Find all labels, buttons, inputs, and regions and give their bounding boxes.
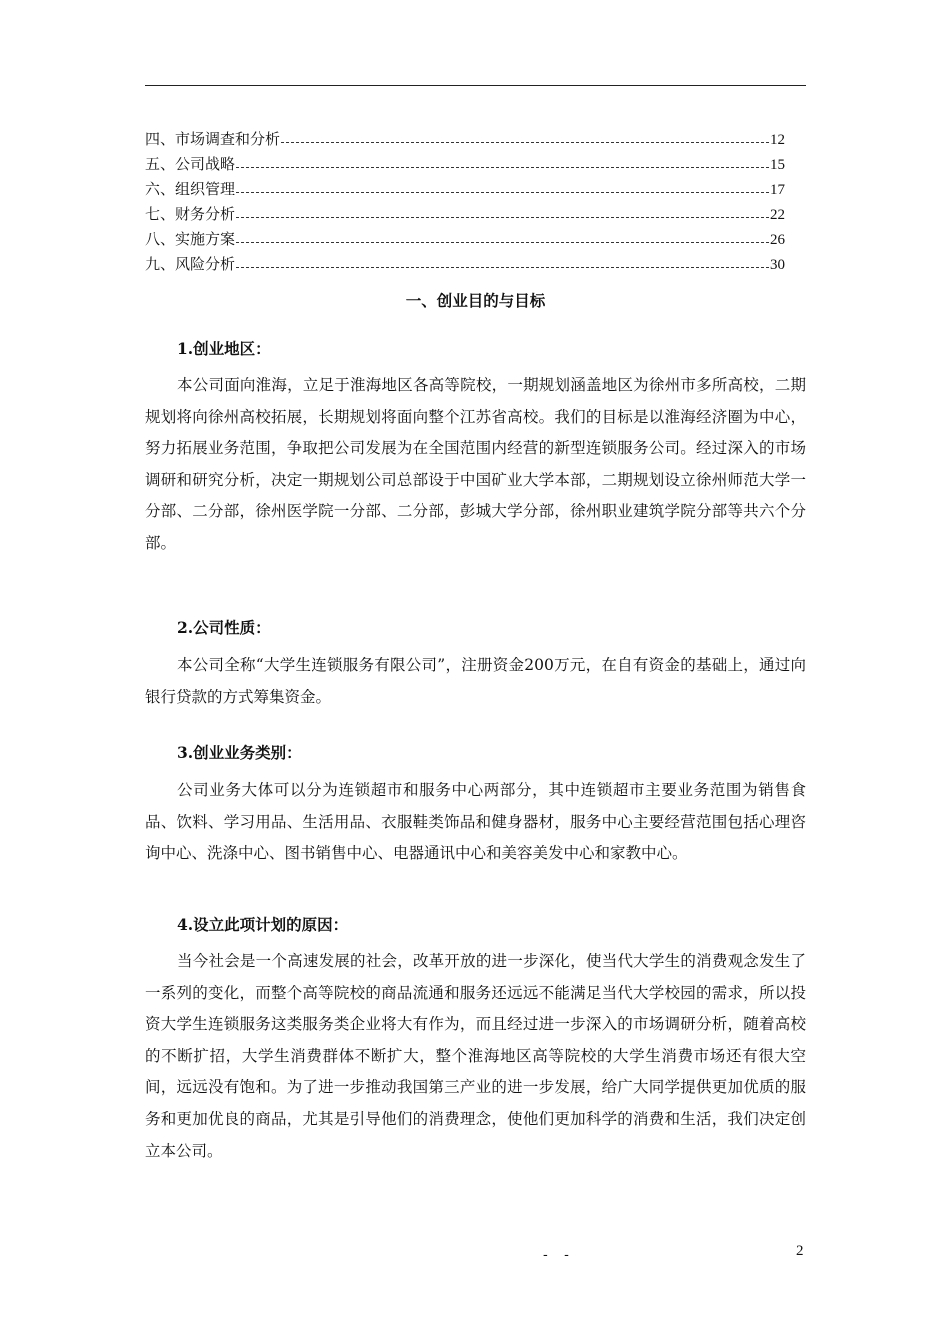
toc-entry[interactable] xyxy=(145,224,785,249)
toc-entry-title: 八、实施方案 xyxy=(145,230,236,248)
section-title: 一、创业目的与目标 xyxy=(405,291,546,310)
toc-entry[interactable] xyxy=(145,174,785,199)
page-number: 2 xyxy=(796,1243,804,1259)
toc-leader-dashes xyxy=(236,217,769,218)
toc-entry-title: 七、财务分析 xyxy=(145,205,236,223)
toc-entry-page: 17 xyxy=(770,182,785,198)
toc-entry-page: 22 xyxy=(770,207,785,223)
toc-entry-page: 30 xyxy=(770,257,785,273)
toc-entry-page: 15 xyxy=(770,157,785,173)
toc-entry-title: 五、公司战略 xyxy=(145,155,236,173)
table-of-contents xyxy=(145,124,785,274)
toc-entry-title: 六、组织管理 xyxy=(145,180,236,198)
subsection-body-reason: 当今社会是一个高速发展的社会，改革开放的进一步深化，使当代大学生的消费观念发生了一系列的变化，而整个高等院校的商品流通和服务还远远不能满足当代大学校园的需求，所以投资大学生连锁服务这类服务类企业将大有作为，而且经过进一步深入的市场调研分析，随着高校的不断扩招，大学生消费群体不断扩大，整个淮海地区高等院校的大学生消费市场还有很大空间，远远没有饱和。为了进一步推动我国第三产业的进一步发展，给广大同学提供更加优质的服务和更加优良的商品，尤其是引导他们的消费理念，使他们更加科学的消费和生活，我们决定创立本公司。 xyxy=(145,952,806,1160)
toc-entry-title: 四、市场调查和分析 xyxy=(145,130,281,148)
toc-entry[interactable] xyxy=(145,124,785,149)
subsection-body-region: 本公司面向淮海，立足于淮海地区各高等院校，一期规划涵盖地区为徐州市多所高校，二期规划将向徐州高校拓展，长期规划将面向整个江苏省高校。我们的目标是以淮海经济圈为中心，努力拓展业务范围，争取把公司发展为在全国范围内经营的新型连锁服务公司。经过深入的市场调研和研究分析，决定一期规划公司总部设于中国矿业大学本部，二期规划设立徐州师范大学一分部、二分部，徐州医学院一分部、二分部，彭城大学分部，徐州职业建筑学院分部等共六个分部。 xyxy=(145,376,806,552)
toc-leader-dashes xyxy=(236,192,769,193)
subsection-heading-business: 3.创业业务类别： xyxy=(177,743,302,762)
subsection-heading-nature: 2.公司性质： xyxy=(177,618,271,637)
toc-leader-dashes xyxy=(236,242,769,243)
toc-entry-page: 26 xyxy=(770,232,785,248)
toc-entry[interactable] xyxy=(145,149,785,174)
toc-leader-dashes xyxy=(236,267,769,268)
footer-dashes: - - xyxy=(543,1247,575,1263)
subsection-heading-reason: 4.设立此项计划的原因： xyxy=(177,915,349,934)
toc-entry-page: 12 xyxy=(770,132,785,148)
toc-entry[interactable] xyxy=(145,199,785,224)
toc-leader-dashes xyxy=(236,167,769,168)
toc-leader-dashes xyxy=(281,142,769,143)
subsection-body-nature: 本公司全称“大学生连锁服务有限公司”，注册资金200万元，在自有资金的基础上，通过向银行贷款的方式筹集资金。 xyxy=(145,656,806,706)
subsection-body-business: 公司业务大体可以分为连锁超市和服务中心两部分，其中连锁超市主要业务范围为销售食品、饮料、学习用品、生活用品、衣服鞋类饰品和健身器材，服务中心主要经营范围包括心理咨询中心、洗涤中心、图书销售中心、电器通讯中心和美容美发中心和家教中心。 xyxy=(145,781,806,863)
toc-entry-title: 九、风险分析 xyxy=(145,255,236,273)
toc-entry[interactable] xyxy=(145,249,785,274)
subsection-heading-region: 1.创业地区： xyxy=(177,339,271,358)
header-rule xyxy=(145,85,806,86)
